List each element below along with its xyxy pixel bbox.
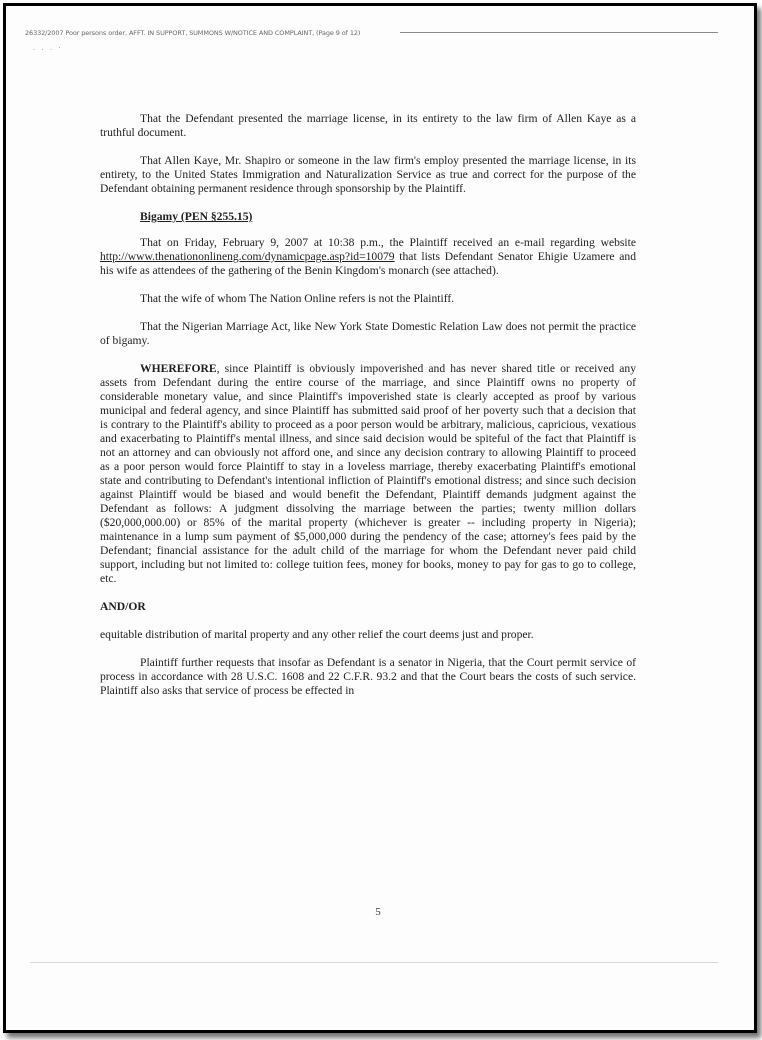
wherefore-lead: WHEREFORE <box>140 362 217 375</box>
paragraph-service-of-process: Plaintiff further requests that insofar as Defendant is a senator in Nigeria, that the Court permit service of process in accordance with 28 U.S.C. 1608 and 22 C.F.R. 93.2 and that the Court bears the costs of such service. Plaintiff also asks that service of process be effected in <box>100 656 636 697</box>
fax-header: 26332/2007 Poor persons order, AFFT. IN SUPPORT, SUMMONS W/NOTICE AND COMPLAINT, (Page 9 of 12) <box>25 29 361 37</box>
paragraph-nation-online: That the wife of whom The Nation Online refers is not the Plaintiff. <box>140 292 455 305</box>
paragraph-email-text-start: That on Friday, February 9, 2007 at 10:38 p.m., the Plaintiff received an e-mail regarding website <box>140 236 636 249</box>
section-heading-bigamy: Bigamy (PEN §255.15) <box>140 210 253 223</box>
paragraph-equitable-distribution: equitable distribution of marital property and any other relief the court deems just and proper. <box>100 628 534 641</box>
paragraph-marriage-act: That the Nigerian Marriage Act, like New York State Domestic Relation Law does not permit the practice of bigamy. <box>100 320 636 347</box>
paragraph-wherefore <box>100 362 636 586</box>
page-number: 5 <box>375 906 381 918</box>
and-or-heading: AND/OR <box>100 600 146 613</box>
document-body <box>100 112 636 712</box>
paragraph-email-text-end: that lists Defendant Senator Ehigie Uzamere and his wife as attendees of the gathering of the Benin Kingdom's monarch (see attached). <box>100 250 636 277</box>
bottom-rule <box>30 962 718 963</box>
wherefore-body: , since Plaintiff is obviously impoverished and has never shared title or received any assets from Defendant during the entire course of the marriage, and since Plaintiff owns no property of considerable monetary value, and since Plaintiff's impoverished state is clearly accepted as proof by various municipal and federal agency, and since Plaintiff has submitted said proof of her poverty such that a decision that is contrary to the Plaintiff's ability to proceed as a poor person would be arbitrary, malicious, capricious, vexatious and exacerbating to Plaintiff's mental illness, and since said decision would be spiteful of the fact that Plaintiff is not an attorney and can obviously not afford one, and since any decision contrary to allowing Plaintiff to proceed as a poor person would force Plaintiff to stay in a loveless marriage, thereby exacerbating Plaintiff's emotional state and contributing to Defendant's intentional infliction of Plaintiff's emotional distress; and since such decision against Plaintiff would be biased and would benefit the Defendant, Plaintiff demands judgment against the Defendant as follows: A judgment dissolving the marriage between the parties; twenty million dollars ($20,000,000.00) or 85% of the marital property (whichever is greater -- including property in Nigeria); maintenance in a lump sum payment of $5,000,000 during the pendency of the case; attorney's fees paid by the Defendant; financial assistance for the adult child of the marriage for whom the Defendant never paid child support, including but not limited to: college tuition fees, money for books, money to pay for gas to go to college, etc. <box>100 362 636 585</box>
fax-header-rule <box>400 32 718 33</box>
website-link: http://www.thenationonlineng.com/dynamicpage.asp?id=10079 <box>100 250 395 263</box>
paragraph-marriage-license: That the Defendant presented the marriage license, in its entirety to the law firm of Allen Kaye as a truthful document. <box>100 112 636 139</box>
paragraph-email <box>100 236 636 278</box>
scan-specks: . . . · <box>33 44 63 52</box>
paragraph-immigration: That Allen Kaye, Mr. Shapiro or someone in the law firm's employ presented the marriage license, in its entirety, to the United States Immigration and Naturalization Service as true and correct for the purpose of the Defendant obtaining permanent residence through sponsorship by the Plaintiff. <box>100 154 636 195</box>
